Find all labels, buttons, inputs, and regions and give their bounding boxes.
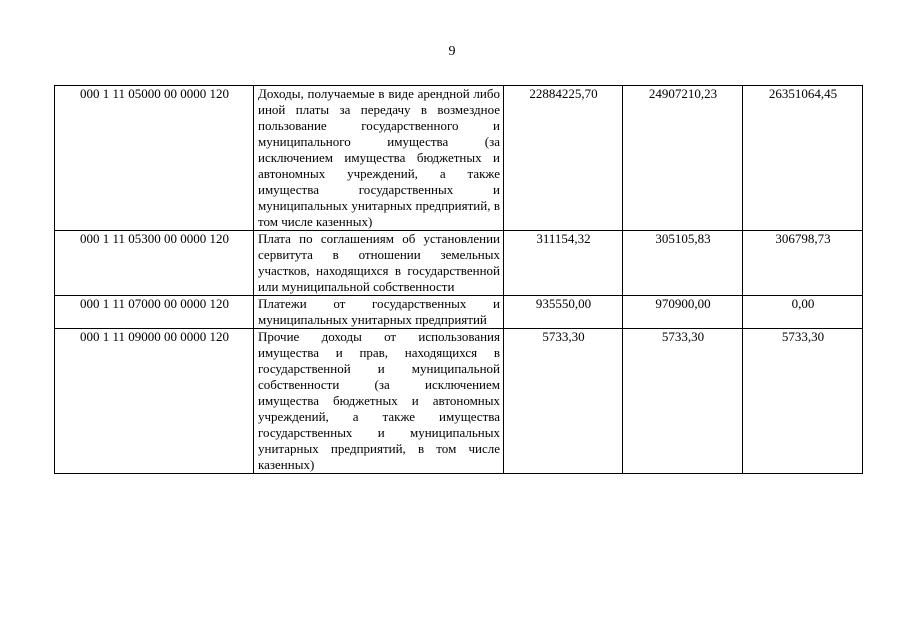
amount-year1-cell: 935550,00	[504, 296, 623, 329]
amount-year1-cell: 22884225,70	[504, 86, 623, 231]
table-row	[55, 86, 863, 231]
budget-code-cell: 000 1 11 07000 00 0000 120	[55, 296, 254, 329]
amount-year3-cell: 0,00	[743, 296, 863, 329]
amount-year2-cell: 305105,83	[623, 231, 743, 296]
table-row	[55, 296, 863, 329]
amount-year3-cell: 5733,30	[743, 329, 863, 474]
amount-year3-cell: 306798,73	[743, 231, 863, 296]
budget-code-cell: 000 1 11 09000 00 0000 120	[55, 329, 254, 474]
budget-code-cell: 000 1 11 05300 00 0000 120	[55, 231, 254, 296]
amount-year3-cell: 26351064,45	[743, 86, 863, 231]
amount-year2-cell: 970900,00	[623, 296, 743, 329]
revenue-name-cell: Плата по соглашениям об установлении сервитута в отношении земельных участков, находящихся в государственной или муниципальной собственности	[254, 231, 504, 296]
amount-year2-cell: 5733,30	[623, 329, 743, 474]
revenue-table	[54, 85, 863, 474]
revenue-name-cell: Прочие доходы от использования имущества и прав, находящихся в государственной и муниципальной собственности (за исключением имущества бюджетных и автономных учреждений, а также имущества государственных и муниципальных унитарных предприятий, в том числе казенных)	[254, 329, 504, 474]
page-number: 9	[448, 44, 456, 59]
revenue-name-cell: Платежи от государственных и муниципальных унитарных предприятий	[254, 296, 504, 329]
table-row	[55, 329, 863, 474]
budget-code-cell: 000 1 11 05000 00 0000 120	[55, 86, 254, 231]
amount-year1-cell: 5733,30	[504, 329, 623, 474]
amount-year1-cell: 311154,32	[504, 231, 623, 296]
revenue-name-cell: Доходы, получаемые в виде арендной либо иной платы за передачу в возмездное пользование государственного и муниципального имущества (за исключением имущества бюджетных и автономных учреждений, а также имущества государственных и муниципальных унитарных предприятий, в том числе казенных)	[254, 86, 504, 231]
table-row	[55, 231, 863, 296]
amount-year2-cell: 24907210,23	[623, 86, 743, 231]
